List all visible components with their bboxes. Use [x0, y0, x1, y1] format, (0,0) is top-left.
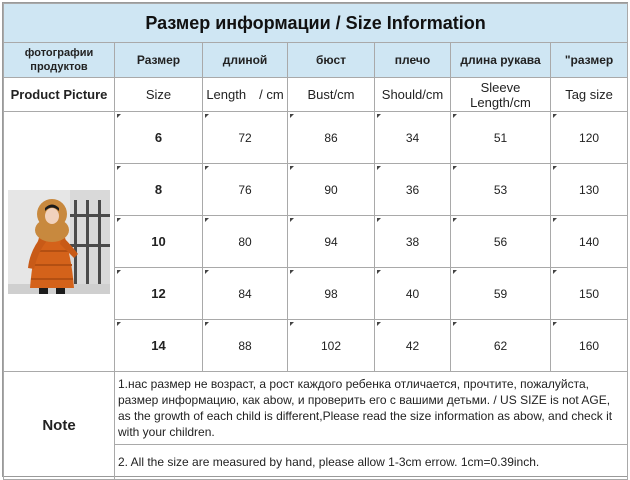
- header-ru-size: Размер: [115, 43, 203, 78]
- header-row-ru: [4, 43, 628, 78]
- size-table: [3, 3, 628, 480]
- length-cell: 72: [203, 112, 288, 164]
- sleeve-cell: 51: [451, 112, 551, 164]
- header-ru-shoulder: плечо: [375, 43, 451, 78]
- tag-size-cell: 120: [551, 112, 628, 164]
- note-label: Note: [4, 372, 115, 480]
- header-en-shoulder: Should/cm: [375, 78, 451, 112]
- table-row: [4, 112, 628, 164]
- shoulder-cell: 38: [375, 216, 451, 268]
- header-ru-tag: "размер: [551, 43, 628, 78]
- header-en-picture: Product Picture: [4, 78, 115, 112]
- header-en-size: Size: [115, 78, 203, 112]
- sleeve-cell: 53: [451, 164, 551, 216]
- header-en-tag: Tag size: [551, 78, 628, 112]
- bust-cell: 94: [288, 216, 375, 268]
- shoulder-cell: 42: [375, 320, 451, 372]
- shoulder-cell: 40: [375, 268, 451, 320]
- note-text-2: 2. All the size are measured by hand, please allow 1-3cm errow. 1cm=0.39inch.: [115, 445, 628, 480]
- header-en-bust: Bust/cm: [288, 78, 375, 112]
- shoulder-cell: 36: [375, 164, 451, 216]
- note-text-1: 1.нас размер не возраст, а рост каждого ребенка отличается, прочтите, пожалуйста, размер информацию, как abow, и проверить его с вашими детьми. / US SIZE is not AGE, as the growth of each child is different,Please read the size information as abow, and check it with your children.: [115, 372, 628, 445]
- header-ru-length: длиной: [203, 43, 288, 78]
- note-row-1: [4, 372, 628, 445]
- size-cell: 6: [115, 112, 203, 164]
- bust-cell: 90: [288, 164, 375, 216]
- page-title: Размер информации / Size Information: [4, 4, 628, 43]
- size-cell: 8: [115, 164, 203, 216]
- length-cell: 88: [203, 320, 288, 372]
- header-ru-picture: фотографии продуктов: [4, 43, 115, 78]
- product-photo: [8, 190, 110, 294]
- tag-size-cell: 160: [551, 320, 628, 372]
- length-cell: 80: [203, 216, 288, 268]
- bust-cell: 86: [288, 112, 375, 164]
- header-en-length: Length / cm: [203, 78, 288, 112]
- sleeve-cell: 56: [451, 216, 551, 268]
- size-cell: 10: [115, 216, 203, 268]
- header-en-sleeve: Sleeve Length/cm: [451, 78, 551, 112]
- bust-cell: 98: [288, 268, 375, 320]
- sleeve-cell: 59: [451, 268, 551, 320]
- header-row-en: [4, 78, 628, 112]
- size-cell: 14: [115, 320, 203, 372]
- tag-size-cell: 150: [551, 268, 628, 320]
- bust-cell: 102: [288, 320, 375, 372]
- size-cell: 12: [115, 268, 203, 320]
- length-cell: 76: [203, 164, 288, 216]
- product-picture-cell: [4, 112, 115, 372]
- sleeve-cell: 62: [451, 320, 551, 372]
- tag-size-cell: 130: [551, 164, 628, 216]
- length-cell: 84: [203, 268, 288, 320]
- shoulder-cell: 34: [375, 112, 451, 164]
- header-ru-sleeve: длина рукава: [451, 43, 551, 78]
- tag-size-cell: 140: [551, 216, 628, 268]
- header-ru-bust: бюст: [288, 43, 375, 78]
